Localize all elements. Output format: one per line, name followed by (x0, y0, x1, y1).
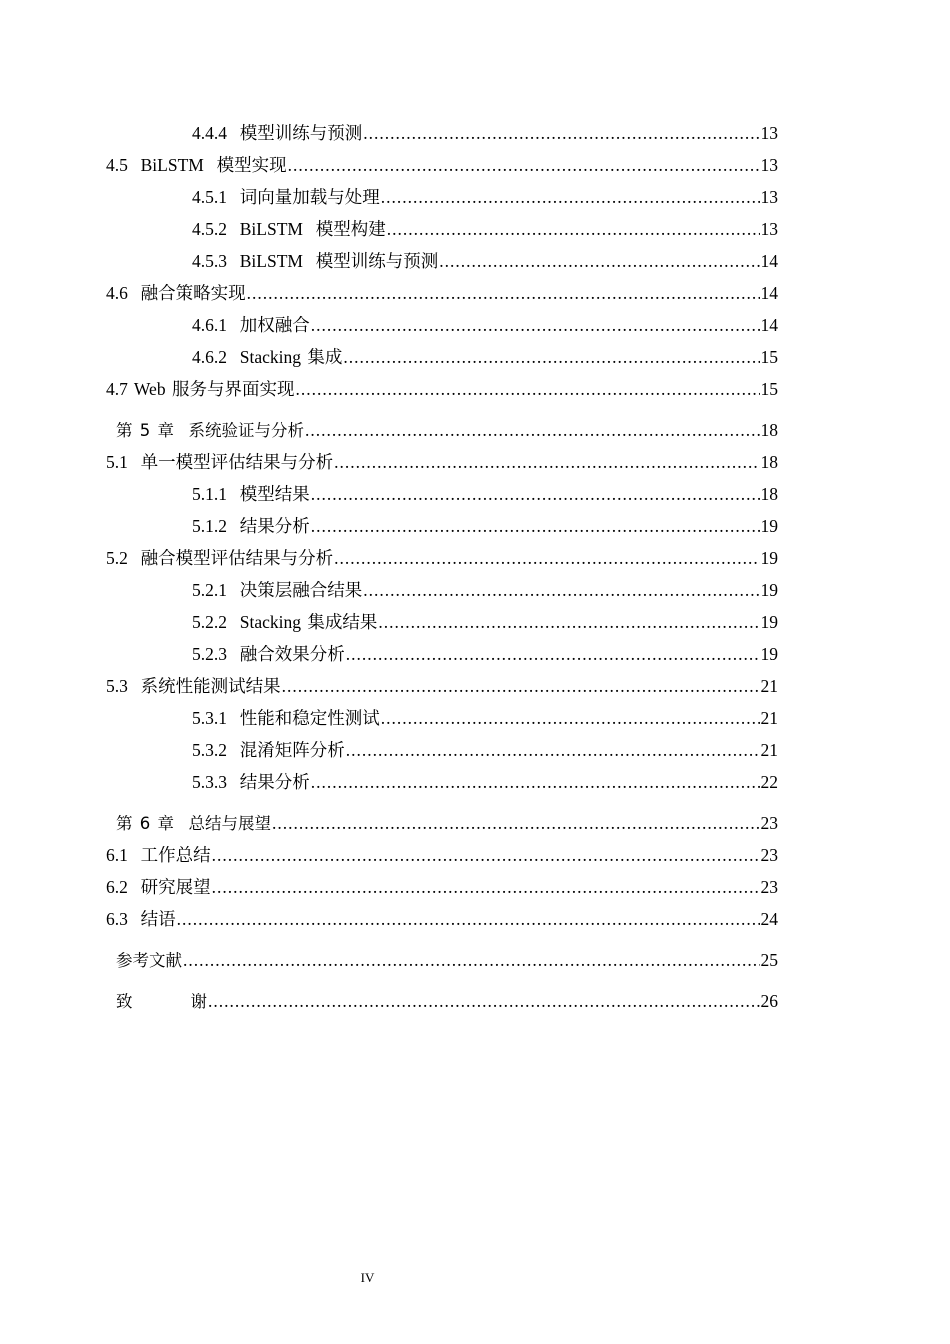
toc-entry[interactable] (106, 574, 778, 606)
toc-entry-page: 21 (760, 676, 778, 696)
toc-entry[interactable] (106, 510, 778, 542)
toc-entry-title: 5.1 单一模型评估结果与分析 (106, 452, 334, 472)
toc-entry[interactable] (106, 944, 778, 976)
toc-entry-title: 第 6 章 总结与展望 (116, 814, 271, 833)
toc-entry[interactable] (106, 309, 778, 341)
toc-dot-leader (208, 985, 760, 1017)
toc-entry-page: 26 (760, 991, 778, 1011)
toc-entry[interactable] (106, 606, 778, 638)
toc-entry[interactable] (106, 341, 778, 373)
toc-entry[interactable] (106, 839, 778, 871)
toc-dot-leader (295, 373, 759, 405)
toc-dot-leader (247, 277, 760, 309)
toc-dot-leader (311, 478, 760, 510)
toc-dot-leader (183, 944, 760, 976)
toc-entry[interactable] (106, 181, 778, 213)
toc-entry[interactable] (106, 542, 778, 574)
toc-dot-leader (346, 734, 760, 766)
toc-entry-title: 参考文献 (116, 951, 182, 970)
toc-dot-leader (311, 766, 760, 798)
toc-entry-page: 19 (760, 548, 778, 568)
toc-entry-title: 4.6.1 加权融合 (192, 315, 310, 335)
toc-entry-title: 第 5 章 系统验证与分析 (116, 421, 304, 440)
toc-entry-page: 13 (760, 187, 778, 207)
toc-entry-title: 4.5.1 词向量加载与处理 (192, 187, 380, 207)
toc-entry-title: 5.3.1 性能和稳定性测试 (192, 708, 380, 728)
toc-entry-page: 13 (760, 155, 778, 175)
toc-dot-leader (177, 903, 760, 935)
toc-entry-title: 4.6.2 Stacking 集成 (192, 347, 343, 367)
toc-entry-page: 15 (760, 347, 778, 367)
toc-entry-page: 18 (760, 452, 778, 472)
toc-entry-title: 5.3.3 结果分析 (192, 772, 310, 792)
page-number: IV (360, 1270, 375, 1285)
toc-dot-leader (212, 871, 760, 903)
toc-entry-title: 5.3 系统性能测试结果 (106, 676, 281, 696)
toc-entry-title: 4.6 融合策略实现 (106, 283, 246, 303)
toc-entry-title: 4.5.2 BiLSTM 模型构建 (192, 219, 386, 239)
toc-entry[interactable] (106, 903, 778, 935)
toc-entry-page: 13 (760, 123, 778, 143)
toc-dot-leader (343, 341, 759, 373)
toc-entry[interactable] (106, 871, 778, 903)
toc-entry-page: 22 (760, 772, 778, 792)
toc-entry-page: 14 (760, 283, 778, 303)
toc-entry-title: 4.7 Web 服务与界面实现 (106, 379, 295, 399)
toc-entry-title: 5.2 融合模型评估结果与分析 (106, 548, 334, 568)
toc-dot-leader (363, 574, 759, 606)
toc-entry-title: 致 谢 (116, 992, 207, 1011)
toc-entry-title: 4.4.4 模型训练与预测 (192, 123, 363, 143)
toc-dot-leader (334, 542, 759, 574)
toc-dot-leader (381, 702, 760, 734)
toc-entry-page: 19 (760, 644, 778, 664)
toc-dot-leader (282, 670, 760, 702)
table-of-contents (106, 117, 778, 1017)
toc-entry-title: 5.1.2 结果分析 (192, 516, 310, 536)
toc-dot-leader (311, 510, 760, 542)
toc-dot-leader (311, 309, 760, 341)
toc-entry[interactable] (106, 478, 778, 510)
toc-entry-page: 18 (760, 484, 778, 504)
toc-entry-page: 23 (760, 877, 778, 897)
toc-entry-page: 24 (760, 909, 778, 929)
toc-dot-leader (381, 181, 760, 213)
toc-entry-page: 14 (760, 315, 778, 335)
toc-entry[interactable] (106, 734, 778, 766)
toc-dot-leader (378, 606, 759, 638)
toc-entry-title: 5.1.1 模型结果 (192, 484, 310, 504)
toc-entry[interactable] (106, 670, 778, 702)
toc-entry-title: 5.2.1 决策层融合结果 (192, 580, 363, 600)
toc-dot-leader (305, 414, 760, 446)
toc-dot-leader (387, 213, 760, 245)
toc-dot-leader (346, 638, 760, 670)
toc-entry-page: 13 (760, 219, 778, 239)
toc-entry-page: 18 (760, 420, 778, 440)
toc-entry[interactable] (106, 807, 778, 839)
toc-entry[interactable] (106, 766, 778, 798)
toc-entry-title: 5.2.3 融合效果分析 (192, 644, 345, 664)
toc-entry-page: 21 (760, 708, 778, 728)
toc-entry-page: 23 (760, 845, 778, 865)
toc-entry-title: 6.3 结语 (106, 909, 176, 929)
toc-entry[interactable] (106, 117, 778, 149)
toc-entry[interactable] (106, 985, 778, 1017)
toc-dot-leader (334, 446, 759, 478)
toc-entry[interactable] (106, 702, 778, 734)
toc-entry-page: 15 (760, 379, 778, 399)
toc-entry-page: 19 (760, 612, 778, 632)
toc-entry[interactable] (106, 414, 778, 446)
toc-entry[interactable] (106, 446, 778, 478)
toc-entry[interactable] (106, 638, 778, 670)
toc-entry-title: 4.5.3 BiLSTM 模型训练与预测 (192, 251, 439, 271)
toc-dot-leader (212, 839, 760, 871)
toc-dot-leader (439, 245, 759, 277)
toc-entry-title: 5.3.2 混淆矩阵分析 (192, 740, 345, 760)
toc-dot-leader (288, 149, 760, 181)
toc-entry-title: 4.5 BiLSTM 模型实现 (106, 155, 287, 175)
toc-entry[interactable] (106, 213, 778, 245)
toc-entry-page: 14 (760, 251, 778, 271)
toc-entry-title: 6.2 研究展望 (106, 877, 211, 897)
toc-dot-leader (272, 807, 760, 839)
toc-entry-page: 19 (760, 516, 778, 536)
toc-dot-leader (363, 117, 759, 149)
toc-entry-title: 5.2.2 Stacking 集成结果 (192, 612, 378, 632)
toc-entry[interactable] (106, 245, 778, 277)
toc-entry[interactable] (106, 149, 778, 181)
toc-entry-page: 21 (760, 740, 778, 760)
toc-entry-page: 19 (760, 580, 778, 600)
toc-entry[interactable] (106, 277, 778, 309)
toc-entry[interactable] (106, 373, 778, 405)
toc-entry-page: 23 (760, 813, 778, 833)
toc-entry-title: 6.1 工作总结 (106, 845, 211, 865)
toc-entry-page: 25 (760, 950, 778, 970)
